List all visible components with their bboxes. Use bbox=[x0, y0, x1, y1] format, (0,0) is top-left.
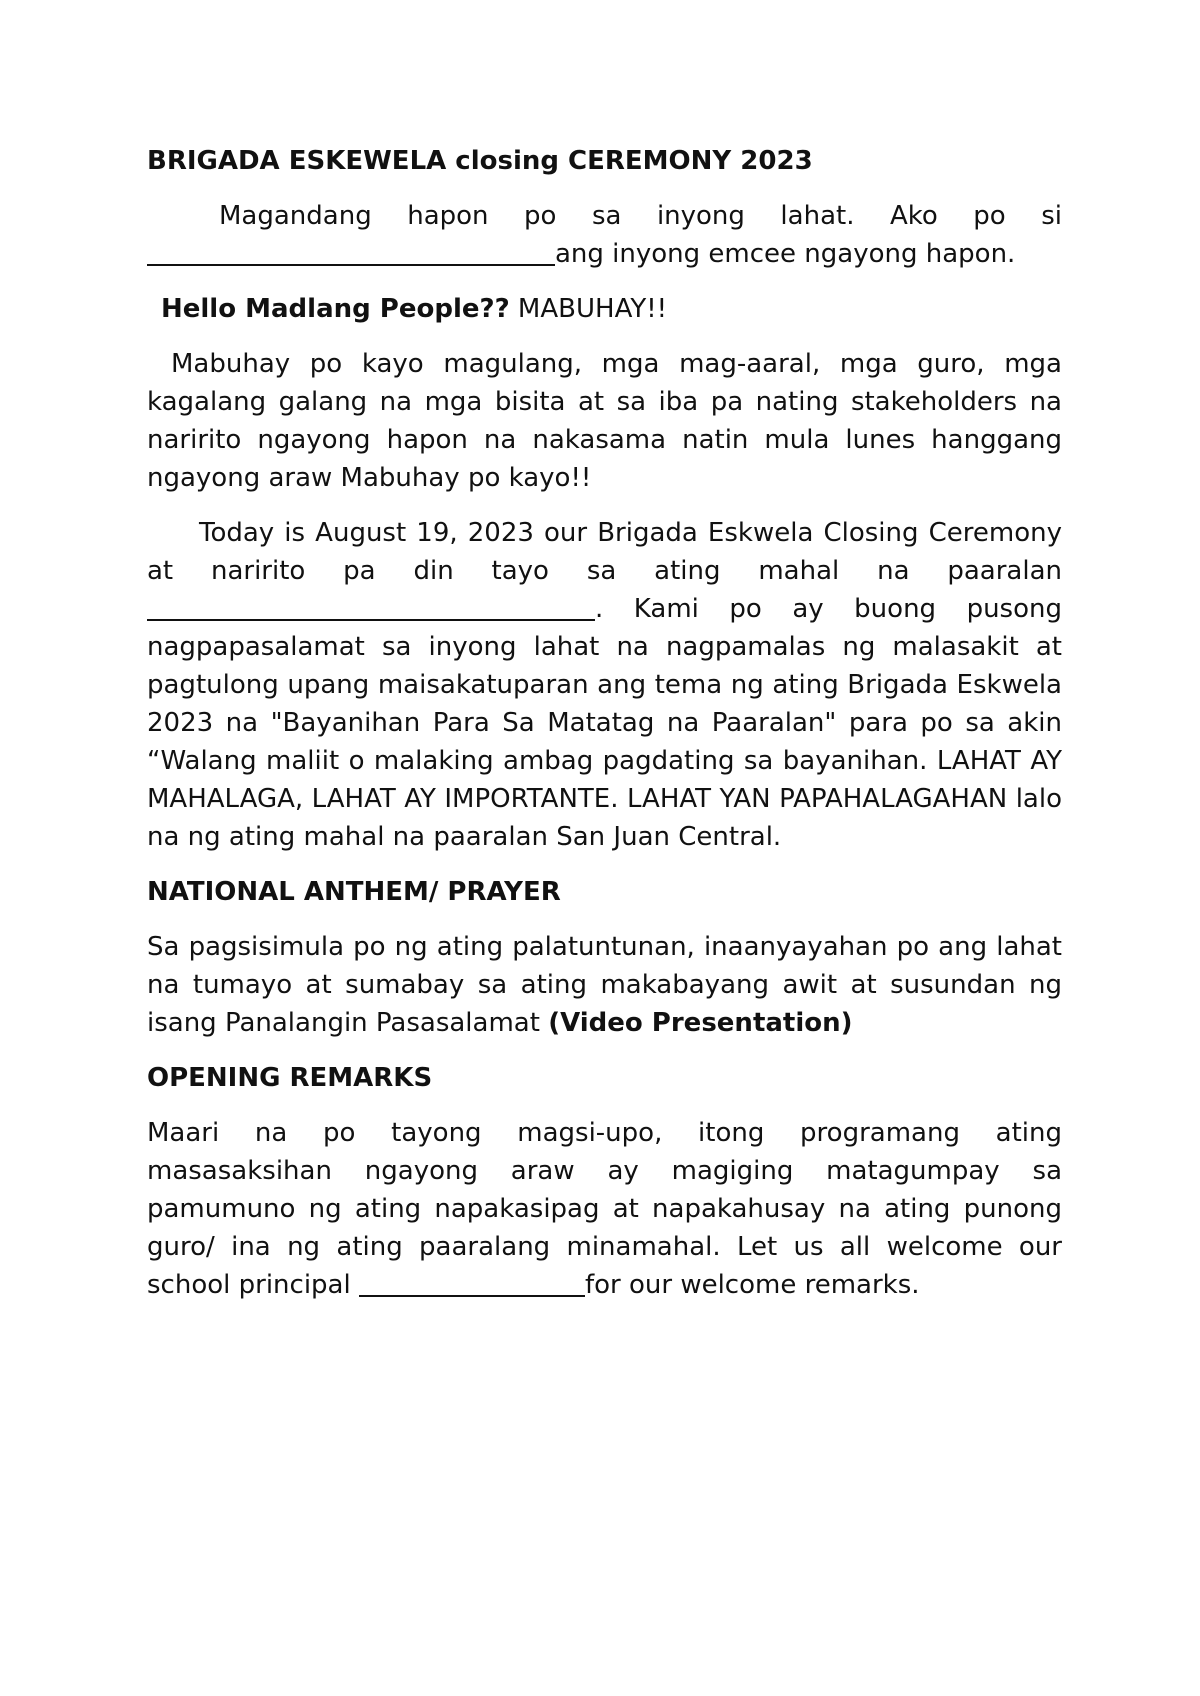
anthem-text: Sa pagsisimula po ng ating palatuntunan, inaanyayahan po ang lahat na tumayo at sumabay sa ating makabayang awit at susundan ng isang Panalangin Pasasalamat bbox=[147, 932, 1062, 1038]
opening-text-b: for our welcome remarks. bbox=[584, 1270, 920, 1300]
greeting-text-a: Magandang hapon po sa inyong lahat. Ako po si bbox=[219, 201, 1062, 231]
document-title: BRIGADA ESKEWELA closing CEREMONY 2023 bbox=[147, 146, 813, 176]
principal-name-blank bbox=[359, 1269, 585, 1297]
opening-heading: OPENING REMARKS bbox=[147, 1063, 433, 1093]
mabuhay-paragraph: Mabuhay po kayo magulang, mga mag-aaral, mga guro, mga kagalang galang na mga bisita at sa iba pa nating stakeholders na naririto ngayong hapon na nakasama natin mula lunes hanggang ngayong araw Mabuhay po kayo!! bbox=[147, 349, 1062, 493]
today-text-b: . Kami po ay buong pusong nagpapasalamat sa inyong lahat na nagpamalas ng malasakit at pagtulong upang maisakatuparan ang tema ng ating Brigada Eskwela 2023 na "Bayanihan Para Sa Matatag na Paaralan" para po sa akin “Walang maliit o malaking ambag pagdating sa bayanihan. LAHAT AY MAHALAGA, LAHAT AY IMPORTANTE. LAHAT YAN PAPAHALAGAHAN lalo na ng ating mahal na paaralan San Juan Central. bbox=[147, 594, 1062, 852]
school-name-blank bbox=[147, 593, 595, 621]
greeting-line-1 bbox=[147, 197, 1062, 235]
hello-bold: Hello Madlang People?? bbox=[161, 294, 510, 324]
opening-text-a: Maari na po tayong magsi-upo, itong programang ating masasaksihan ngayong araw ay magiging matagumpay sa pamumuno ng ating napakasipag at napakahusay na ating punong guro/ ina ng ating paaralang minamahal. Let us all welcome our school principal bbox=[147, 1118, 1062, 1300]
anthem-bold: (Video Presentation) bbox=[548, 1008, 853, 1038]
anthem-paragraph bbox=[147, 928, 1062, 1042]
today-text-a: Today is August 19, 2023 our Brigada Eskwela Closing Ceremony at naririto pa din tayo sa ating mahal na paaralan bbox=[147, 518, 1062, 586]
greeting-text-b: ang inyong emcee ngayong hapon. bbox=[555, 239, 1016, 269]
hello-rest: MABUHAY!! bbox=[509, 294, 668, 324]
emcee-name-blank bbox=[147, 238, 555, 266]
hello-line bbox=[147, 290, 1062, 328]
greeting-line-2 bbox=[147, 235, 1062, 273]
opening-paragraph bbox=[147, 1114, 1062, 1304]
document-page bbox=[147, 142, 1062, 1321]
anthem-heading: NATIONAL ANTHEM/ PRAYER bbox=[147, 877, 561, 907]
today-paragraph bbox=[147, 514, 1062, 856]
